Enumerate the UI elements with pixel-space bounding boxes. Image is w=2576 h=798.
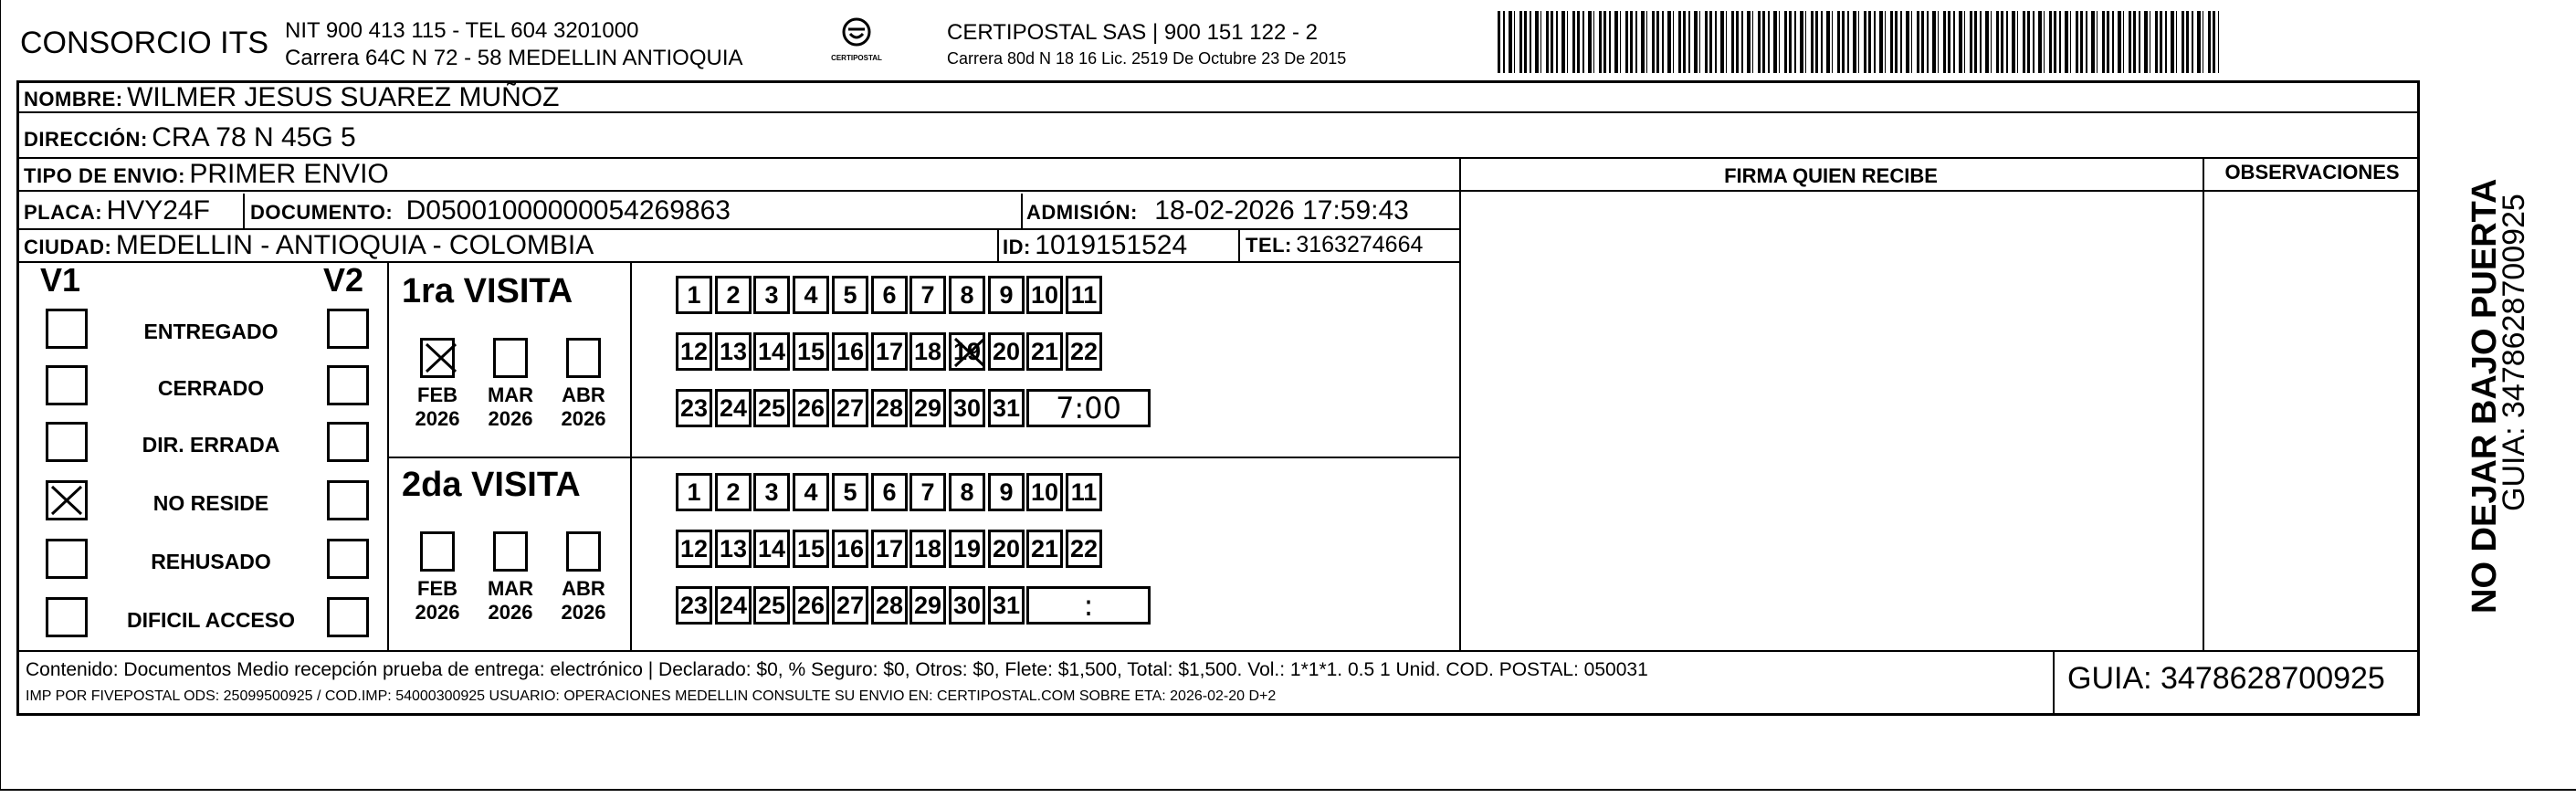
- month-label: FEB 2026: [415, 577, 460, 624]
- v1-checkbox[interactable]: [46, 422, 88, 462]
- documento-value: D05001000000054269863: [405, 195, 731, 226]
- day-box[interactable]: 23: [676, 389, 712, 427]
- day-box[interactable]: 16: [832, 530, 868, 568]
- nombre-value: WILMER JESUS SUAREZ MUÑOZ: [127, 82, 560, 112]
- time-box[interactable]: :: [1026, 586, 1151, 625]
- month-checkbox[interactable]: [493, 338, 528, 378]
- day-box[interactable]: 9: [988, 473, 1025, 511]
- status-label: REHUSADO: [151, 550, 271, 573]
- v2-checkbox[interactable]: [327, 309, 369, 349]
- day-box[interactable]: 14: [753, 530, 790, 568]
- placa-value: HVY24F: [106, 195, 210, 226]
- day-box[interactable]: 1: [676, 473, 712, 511]
- observaciones-header: OBSERVACIONES: [2224, 161, 2400, 184]
- month-checkbox[interactable]: [420, 338, 455, 378]
- month-label: ABR 2026: [561, 383, 606, 430]
- certipostal-logo: [829, 16, 884, 71]
- v1-checkbox[interactable]: [46, 539, 88, 579]
- v1-checkbox[interactable]: [46, 365, 88, 405]
- day-box[interactable]: 20: [988, 332, 1025, 371]
- day-box[interactable]: 16: [832, 332, 868, 371]
- day-box[interactable]: 3: [753, 473, 790, 511]
- day-box[interactable]: 26: [793, 586, 829, 625]
- status-label: ENTREGADO: [143, 320, 279, 343]
- day-box[interactable]: 12: [676, 530, 712, 568]
- footer-contenido: Contenido: Documentos Medio recepción prueba de entrega: electrónico | Declarado: $0, % Seguro: $0, Otros: $0, Flete: $1,500, Total: $1,500. Vol.: 1*1*1. 0.5 1 Unid. COD. POSTAL: 050031: [26, 659, 1648, 680]
- tel-label: TEL:: [1246, 234, 1292, 257]
- ciudad-value: MEDELLIN - ANTIOQUIA - COLOMBIA: [115, 230, 594, 260]
- barcode: [1498, 11, 2219, 73]
- day-box[interactable]: 31: [988, 586, 1025, 625]
- visit1-title: 1ra VISITA: [402, 272, 573, 310]
- day-box[interactable]: 23: [676, 586, 712, 625]
- day-box[interactable]: 27: [832, 586, 868, 625]
- day-box[interactable]: 18: [909, 332, 946, 371]
- documento-label: DOCUMENTO:: [250, 201, 394, 224]
- day-box[interactable]: 13: [715, 530, 752, 568]
- v2-checkbox[interactable]: [327, 365, 369, 405]
- month-checkbox[interactable]: [493, 531, 528, 572]
- day-box[interactable]: 9: [988, 276, 1025, 314]
- tipo-label: TIPO DE ENVIO:: [24, 164, 185, 187]
- day-box[interactable]: 19: [949, 530, 985, 568]
- company-nit: NIT 900 413 115 - TEL 604 3201000: [285, 18, 639, 43]
- company-name: CONSORCIO ITS: [20, 26, 269, 60]
- id-row: [1003, 230, 1187, 261]
- ciudad-row: [24, 230, 594, 261]
- nombre-row: [24, 82, 559, 113]
- day-box[interactable]: 27: [832, 389, 868, 427]
- side-guia: GUIA: 3478628700925: [2497, 194, 2531, 511]
- day-box[interactable]: 15: [793, 332, 829, 371]
- month-label: MAR 2026: [487, 383, 534, 430]
- day-box[interactable]: 25: [753, 389, 790, 427]
- status-label: NO RESIDE: [152, 491, 269, 515]
- v1-checkbox[interactable]: [46, 597, 88, 637]
- admision-row: [1026, 195, 1409, 226]
- v2-checkbox[interactable]: [327, 480, 369, 520]
- v1-header: V1: [40, 261, 81, 299]
- day-box[interactable]: 4: [793, 276, 829, 314]
- month-label: ABR 2026: [561, 577, 606, 624]
- month-checkbox[interactable]: [420, 531, 455, 572]
- time-box[interactable]: 7:00: [1026, 389, 1151, 427]
- day-box[interactable]: 19: [949, 332, 985, 371]
- tipo-row: [24, 159, 389, 190]
- day-box[interactable]: 18: [909, 530, 946, 568]
- nombre-label: NOMBRE:: [24, 88, 123, 110]
- day-box[interactable]: 6: [871, 473, 908, 511]
- month-label: MAR 2026: [487, 577, 534, 624]
- id-value: 1019151524: [1035, 230, 1188, 260]
- v1-checkbox[interactable]: [46, 309, 88, 349]
- v2-header: V2: [323, 261, 364, 299]
- documento-row: [250, 195, 731, 226]
- visit2-title: 2da VISITA: [402, 466, 581, 504]
- no-dejar-bajo-puerta: NO DEJAR BAJO PUERTA: [2466, 178, 2504, 614]
- v2-checkbox[interactable]: [327, 597, 369, 637]
- direccion-row: [24, 122, 356, 153]
- firma-header: FIRMA QUIEN RECIBE: [1724, 164, 1938, 187]
- day-box[interactable]: 5: [832, 473, 868, 511]
- day-box[interactable]: 5: [832, 276, 868, 314]
- footer-guia: GUIA: 3478628700925: [2067, 661, 2385, 696]
- certipostal-logo-icon: [838, 16, 875, 49]
- day-box[interactable]: 21: [1026, 332, 1063, 371]
- day-box[interactable]: 15: [793, 530, 829, 568]
- admision-value: 18-02-2026 17:59:43: [1154, 195, 1409, 226]
- v2-checkbox[interactable]: [327, 422, 369, 462]
- tipo-value: PRIMER ENVIO: [189, 159, 389, 189]
- status-label: DIFICIL ACCESO: [126, 608, 295, 632]
- day-box[interactable]: 30: [949, 586, 985, 625]
- month-checkbox[interactable]: [566, 531, 601, 572]
- day-box[interactable]: 29: [909, 586, 946, 625]
- status-label: DIR. ERRADA: [142, 433, 280, 457]
- side-warning: [2429, 91, 2504, 621]
- day-box[interactable]: 24: [715, 586, 752, 625]
- day-box[interactable]: 25: [753, 586, 790, 625]
- ciudad-label: CIUDAD:: [24, 236, 112, 258]
- day-box[interactable]: 28: [871, 586, 908, 625]
- day-box[interactable]: 12: [676, 332, 712, 371]
- placa-row: [24, 195, 210, 226]
- day-box[interactable]: 2: [715, 473, 752, 511]
- admision-label: ADMISIÓN:: [1026, 201, 1138, 224]
- day-box[interactable]: 3: [753, 276, 790, 314]
- day-box[interactable]: 22: [1066, 530, 1102, 568]
- day-box[interactable]: 21: [1026, 530, 1063, 568]
- day-box[interactable]: 26: [793, 389, 829, 427]
- logo-label: CERTIPOSTAL: [831, 54, 882, 62]
- day-box[interactable]: 10: [1026, 276, 1063, 314]
- day-box[interactable]: 24: [715, 389, 752, 427]
- day-box[interactable]: 1: [676, 276, 712, 314]
- month-label: FEB 2026: [415, 383, 460, 430]
- day-box[interactable]: 7: [909, 276, 946, 314]
- direccion-value: CRA 78 N 45G 5: [152, 122, 356, 152]
- day-box[interactable]: 22: [1066, 332, 1102, 371]
- day-box[interactable]: 13: [715, 332, 752, 371]
- placa-label: PLACA:: [24, 201, 103, 224]
- day-box[interactable]: 14: [753, 332, 790, 371]
- day-box[interactable]: 8: [949, 276, 985, 314]
- company-address: Carrera 64C N 72 - 58 MEDELLIN ANTIOQUIA: [285, 46, 743, 70]
- day-box[interactable]: 11: [1066, 276, 1102, 314]
- v2-checkbox[interactable]: [327, 539, 369, 579]
- day-box[interactable]: 8: [949, 473, 985, 511]
- tel-value: 3163274664: [1296, 232, 1424, 257]
- day-box[interactable]: 29: [909, 389, 946, 427]
- status-label: CERRADO: [157, 376, 265, 400]
- day-box[interactable]: 30: [949, 389, 985, 427]
- day-box[interactable]: 28: [871, 389, 908, 427]
- day-box[interactable]: 17: [871, 332, 908, 371]
- day-box[interactable]: 6: [871, 276, 908, 314]
- tel-row: [1246, 232, 1423, 258]
- day-box[interactable]: 20: [988, 530, 1025, 568]
- id-label: ID:: [1003, 236, 1031, 258]
- footer-imp: IMP POR FIVEPOSTAL ODS: 25099500925 / COD.IMP: 54000300925 USUARIO: OPERACIONES MEDELLIN CONSULTE SU ENVIO EN: CERTIPOSTAL.COM SOBRE ETA: 2026-02-20 D+2: [26, 688, 1277, 704]
- carrier-name: CERTIPOSTAL SAS | 900 151 122 - 2: [947, 20, 1318, 45]
- day-box[interactable]: 11: [1066, 473, 1102, 511]
- day-box[interactable]: 2: [715, 276, 752, 314]
- day-box[interactable]: 4: [793, 473, 829, 511]
- carrier-address: Carrera 80d N 18 16 Lic. 2519 De Octubre 23 De 2015: [947, 49, 1347, 68]
- day-box[interactable]: 7: [909, 473, 946, 511]
- day-box[interactable]: 17: [871, 530, 908, 568]
- day-box[interactable]: 10: [1026, 473, 1063, 511]
- direccion-label: DIRECCIÓN:: [24, 128, 148, 151]
- day-box[interactable]: 31: [988, 389, 1025, 427]
- v1-checkbox[interactable]: [46, 480, 88, 520]
- month-checkbox[interactable]: [566, 338, 601, 378]
